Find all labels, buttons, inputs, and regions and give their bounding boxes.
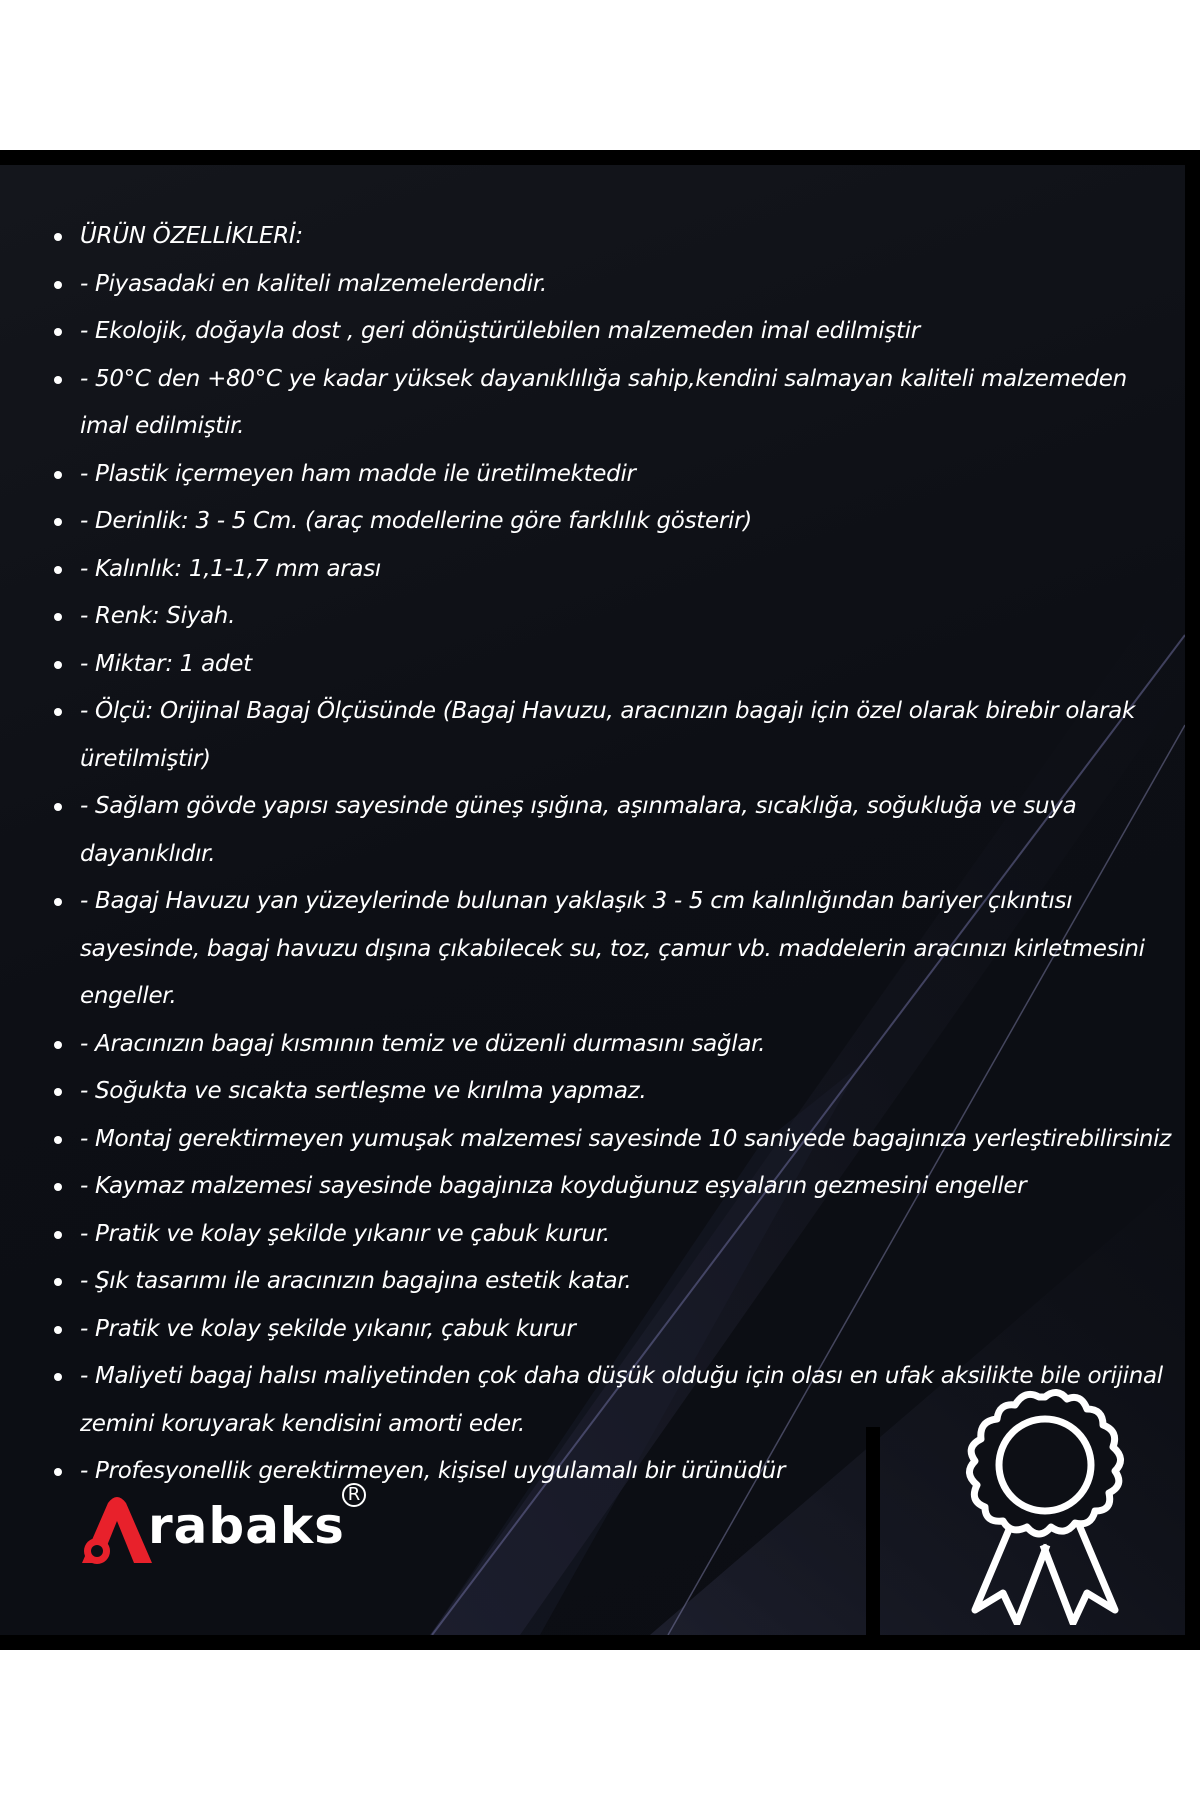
bullet-icon <box>54 281 62 289</box>
bullet-icon <box>54 1278 62 1286</box>
list-item <box>30 451 1180 499</box>
bullet-icon <box>54 1468 62 1476</box>
bullet-icon <box>54 1041 62 1049</box>
bullet-icon <box>54 328 62 336</box>
list-item-text: - 50°C den +80°C ye kadar yüksek dayanıklılığa sahip,kendini salmayan kaliteli malzemeden imal edilmiştir. <box>80 365 1127 439</box>
list-item <box>30 1211 1180 1259</box>
arabaks-logo <box>78 1483 388 1579</box>
list-item-text: - Sağlam gövde yapısı sayesinde güneş ışığına, aşınmalara, sıcaklığa, soğukluğa ve suya dayanıklıdır. <box>80 793 1077 867</box>
registered-mark: R <box>342 1483 366 1507</box>
list-item-text: ÜRÜN ÖZELLİKLERİ: <box>80 223 303 249</box>
list-item <box>30 688 1180 783</box>
bullet-icon <box>54 708 62 716</box>
list-item <box>30 1163 1180 1211</box>
bullet-icon <box>54 1088 62 1096</box>
bullet-icon <box>54 613 62 621</box>
list-item <box>30 261 1180 309</box>
list-item <box>30 1021 1180 1069</box>
list-item <box>30 356 1180 451</box>
bullet-icon <box>54 376 62 384</box>
list-item-text: - Montaj gerektirmeyen yumuşak malzemesi sayesinde 10 saniyede bagajınıza yerleştirebilirsiniz <box>80 1125 1171 1152</box>
list-item <box>30 1258 1180 1306</box>
bullet-icon <box>54 518 62 526</box>
bullet-icon <box>54 1231 62 1239</box>
arabaks-logo-text: rabaks <box>148 1497 345 1555</box>
list-item <box>30 783 1180 878</box>
bullet-icon <box>54 233 62 241</box>
list-item <box>30 593 1180 641</box>
list-item-text: - Plastik içermeyen ham madde ile üretilmektedir <box>80 460 636 487</box>
list-item <box>30 213 1180 261</box>
list-item-text: - Soğukta ve sıcakta sertleşme ve kırılma yapmaz. <box>80 1078 647 1104</box>
list-item <box>30 308 1180 356</box>
list-item-text: - Kalınlık: 1,1-1,7 mm arası <box>80 555 381 582</box>
list-item-text: - Piyasadaki en kaliteli malzemelerdendir. <box>80 270 547 297</box>
list-item <box>30 546 1180 594</box>
list-item-text: - Bagaj Havuzu yan yüzeylerinde bulunan yaklaşık 3 - 5 cm kalınlığından bariyer çıkıntısı sayesinde, bagaj havuzu dışına çıkabilecek su, toz, çamur vb. maddelerin aracınızı kirletmesini engeller. <box>80 888 1145 1009</box>
list-item <box>30 641 1180 689</box>
award-ribbon-icon <box>955 1385 1135 1625</box>
product-feature-panel <box>0 150 1200 1650</box>
list-item <box>30 498 1180 546</box>
list-item-text: - Renk: Siyah. <box>80 603 236 629</box>
decorative-divider <box>866 1427 880 1635</box>
arabaks-logo-mark-icon <box>78 1495 156 1567</box>
panel-background <box>0 165 1185 1635</box>
bullet-icon <box>54 1326 62 1334</box>
list-item <box>30 1116 1180 1164</box>
list-item-text: - Pratik ve kolay şekilde yıkanır ve çabuk kurur. <box>80 1220 610 1247</box>
list-item-text: - Maliyeti bagaj halısı maliyetinden çok daha düşük olduğu için olası en ufak aksilikte bile orijinal zemini koruyarak kendisini amorti eder. <box>80 1363 1163 1437</box>
bullet-icon <box>54 803 62 811</box>
list-item <box>30 1068 1180 1116</box>
bullet-icon <box>54 1183 62 1191</box>
bullet-icon <box>54 661 62 669</box>
bullet-icon <box>54 471 62 479</box>
list-item-text: - Ekolojik, doğayla dost , geri dönüştürülebilen malzemeden imal edilmiştir <box>80 318 920 344</box>
list-item-text: - Miktar: 1 adet <box>80 650 252 677</box>
list-item-text: - Derinlik: 3 - 5 Cm. (araç modellerine göre farklılık gösterir) <box>80 508 752 534</box>
list-item <box>30 1306 1180 1354</box>
bullet-icon <box>54 1373 62 1381</box>
list-item-text: - Pratik ve kolay şekilde yıkanır, çabuk kurur <box>80 1315 576 1342</box>
list-item-text: - Ölçü: Orijinal Bagaj Ölçüsünde (Bagaj Havuzu, aracınızın bagajı için özel olarak birebir olarak üretilmiştir) <box>80 698 1135 772</box>
list-item-text: - Şık tasarımı ile aracınızın bagajına estetik katar. <box>80 1268 632 1294</box>
list-item-text: - Aracınızın bagaj kısmının temiz ve düzenli durmasını sağlar. <box>80 1030 766 1057</box>
bullet-icon <box>54 898 62 906</box>
list-item-text: - Profesyonellik gerektirmeyen, kişisel uygulamalı bir ürünüdür <box>80 1458 786 1484</box>
list-item-text: - Kaymaz malzemesi sayesinde bagajınıza koyduğunuz eşyaların gezmesini engeller <box>80 1173 1027 1199</box>
feature-list <box>30 213 1180 1496</box>
bullet-icon <box>54 566 62 574</box>
bullet-icon <box>54 1136 62 1144</box>
list-item <box>30 878 1180 1021</box>
